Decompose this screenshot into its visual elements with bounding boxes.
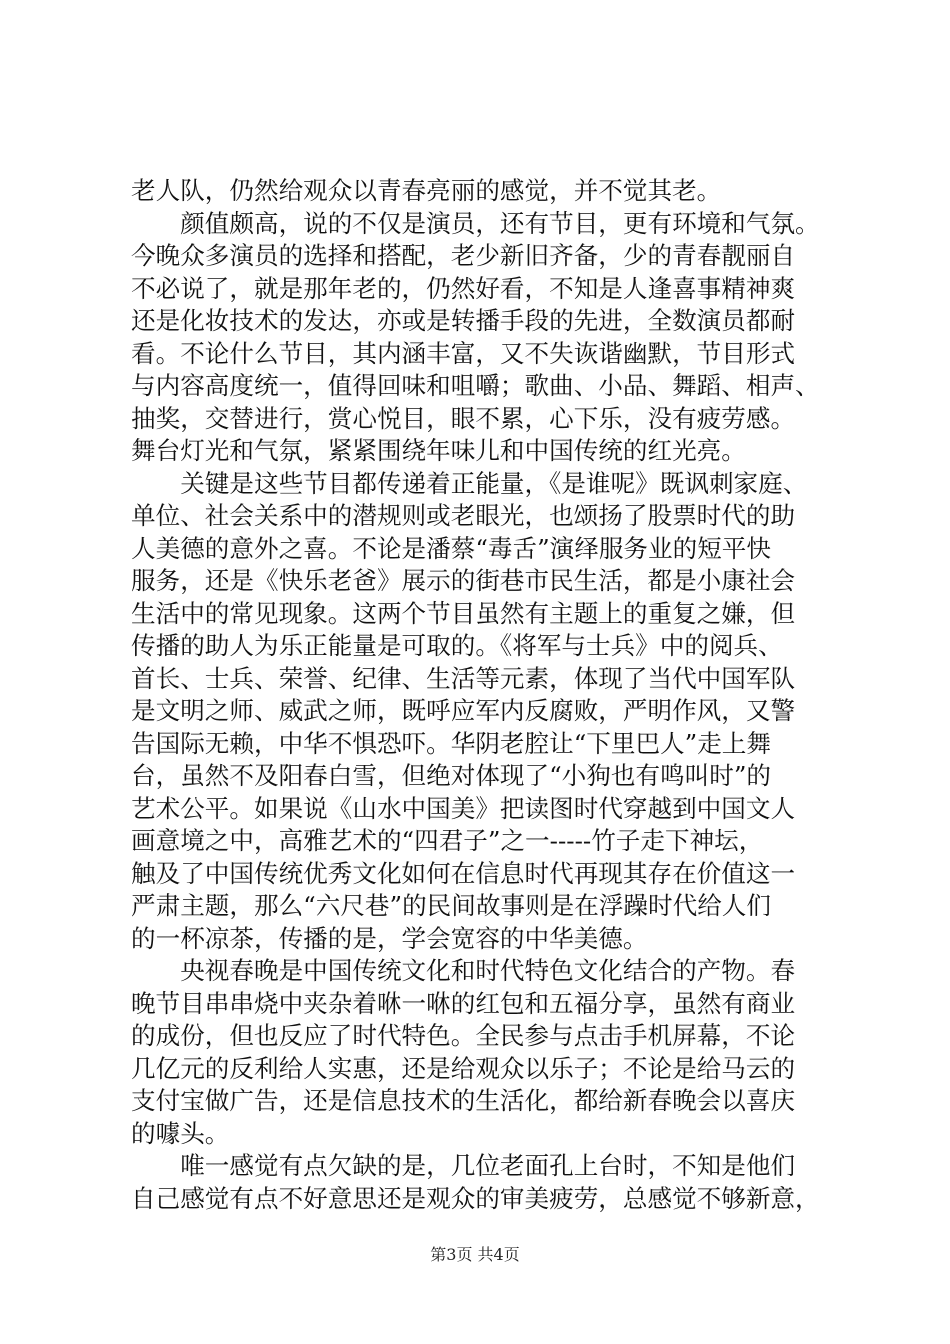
text-line: 关键是这些节目都传递着正能量，《是谁呢》既讽刺家庭、: [131, 468, 808, 498]
body-text: [131, 175, 831, 1215]
text-line: 严肃主题，那么“六尺巷”的民间故事则是在浮躁时代给人们: [131, 891, 771, 920]
text-line: 舞台灯光和气氛，紧紧围绕年味儿和中国传统的红光亮。: [131, 436, 746, 465]
text-line: 服务，还是《快乐老爸》展示的街巷市民生活，都是小康社会: [131, 566, 796, 595]
text-line: 支付宝做广告，还是信息技术的生活化，都给新春晚会以喜庆: [131, 1086, 796, 1115]
text-line: 抽奖，交替进行，赏心悦目，眼不累，心下乐，没有疲劳感。: [131, 403, 796, 433]
text-line: 生活中的常见现象。这两个节目虽然有主题上的重复之嫌，但: [131, 598, 796, 628]
text-line: 还是化妆技术的发达，亦或是转播手段的先进，全数演员都耐: [131, 306, 796, 335]
text-line: 几亿元的反利给人实惠，还是给观众以乐子；不论是给马云的: [131, 1053, 796, 1083]
text-line: 看。不论什么节目，其内涵丰富，又不失诙谐幽默，节目形式: [131, 338, 796, 368]
text-line: 台，虽然不及阳春白雪，但绝对体现了“小狗也有鸣叫时”的: [131, 761, 771, 790]
text-line: 的成份，但也反应了时代特色。全民参与点击手机屏幕，不论: [131, 1021, 796, 1050]
text-line: 触及了中国传统优秀文化如何在信息时代再现其存在价值这一: [131, 858, 796, 888]
text-line: 不必说了，就是那年老的，仍然好看，不知是人逢喜事精神爽: [131, 273, 796, 303]
text-line: 与内容高度统一，值得回味和咀嚼；歌曲、小品、舞蹈、相声、: [131, 371, 820, 400]
text-line: 画意境之中，高雅艺术的“四君子”之一-----竹子走下神坛，: [131, 826, 764, 855]
text-line: 今晚众多演员的选择和搭配，老少新旧齐备，少的青春靓丽自: [131, 241, 796, 270]
text-line: 老人队，仍然给观众以青春亮丽的感觉，并不觉其老。: [131, 176, 722, 205]
text-line: 人美德的意外之喜。不论是潘蔡“毒舌”演绎服务业的短平快: [131, 533, 771, 563]
text-line: 自己感觉有点不好意思还是观众的审美疲劳，总感觉不够新意，: [131, 1183, 820, 1213]
text-line: 晚节目串串烧中夹杂着咻一咻的红包和五福分享，虽然有商业: [131, 988, 796, 1018]
text-line: 颜值颇高，说的不仅是演员，还有节目，更有环境和气氛。: [131, 208, 820, 238]
text-line: 央视春晚是中国传统文化和时代特色文化结合的产物。春: [131, 956, 796, 985]
text-line: 传播的助人为乐正能量是可取的。《将军与士兵》中的阅兵、: [131, 631, 783, 660]
text-line: 单位、社会关系中的潜规则或老眼光，也颂扬了股票时代的助: [131, 501, 796, 530]
text-line: 唯一感觉有点欠缺的是，几位老面孔上台时，不知是他们: [131, 1151, 796, 1180]
text-line: 的噱头。: [131, 1118, 230, 1148]
text-line: 的一杯凉茶，传播的是，学会宽容的中华美德。: [131, 923, 648, 953]
text-line: 是文明之师、威武之师，既呼应军内反腐败，严明作风，又警: [131, 696, 796, 725]
text-line: 告国际无赖，中华不惧恐吓。华阴老腔让“下里巴人”走上舞: [131, 728, 771, 758]
page-number-footer: 第3页 共4页: [430, 1245, 520, 1264]
text-line: 首长、士兵、荣誉、纪律、生活等元素，体现了当代中国军队: [131, 663, 796, 693]
text-line: 艺术公平。如果说《山水中国美》把读图时代穿越到中国文人: [131, 793, 796, 823]
